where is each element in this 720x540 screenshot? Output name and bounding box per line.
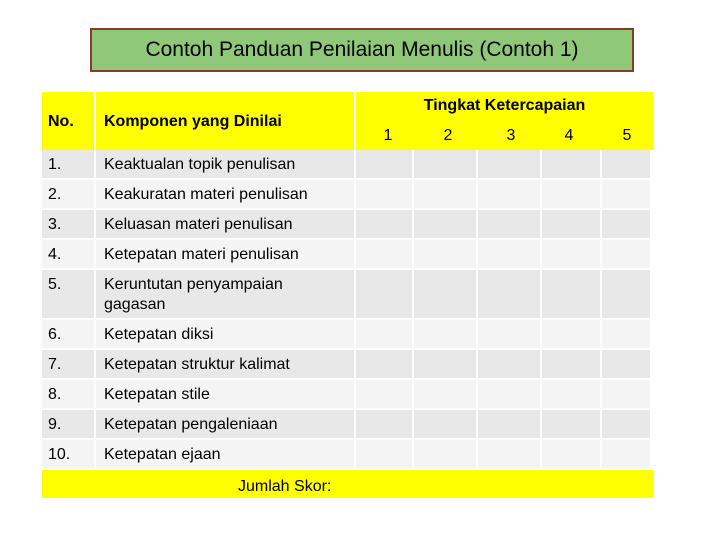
score-cell <box>602 380 650 408</box>
score-cell <box>602 150 650 178</box>
score-cell <box>478 150 540 178</box>
score-cell <box>414 320 476 348</box>
page-title: Contoh Panduan Penilaian Menulis (Contoh 1) <box>90 28 634 72</box>
score-cell <box>356 270 412 318</box>
row-no: 8. <box>48 386 62 403</box>
header-level-group: Tingkat Ketercapaian <box>423 97 586 114</box>
row-component: Ketepatan stile <box>104 386 210 403</box>
score-cell <box>602 240 650 268</box>
score-cell <box>602 350 650 378</box>
score-cell <box>542 320 600 348</box>
row-component: Ketepatan struktur kalimat <box>104 356 290 373</box>
header-no: No. <box>48 113 74 130</box>
row-component: Ketepatan pengaleniaan <box>104 416 278 433</box>
score-cell <box>478 210 540 238</box>
score-cell <box>542 380 600 408</box>
score-cell <box>414 270 476 318</box>
score-cell <box>356 440 412 468</box>
header-level-1: 1 <box>383 127 393 144</box>
score-cell <box>356 240 412 268</box>
row-no: 6. <box>48 326 62 343</box>
row-component: Keaktualan topik penulisan <box>104 156 296 173</box>
score-cell <box>356 210 412 238</box>
score-cell <box>414 150 476 178</box>
score-cell <box>478 320 540 348</box>
row-component: Ketepatan materi penulisan <box>104 246 299 263</box>
score-cell <box>542 440 600 468</box>
score-cell <box>478 410 540 438</box>
score-cell <box>542 350 600 378</box>
total-label: Jumlah Skor: <box>238 478 332 495</box>
header-component: Komponen yang Dinilai <box>104 113 282 130</box>
row-component: Ketepatan ejaan <box>104 446 221 463</box>
score-cell <box>356 180 412 208</box>
score-cell <box>414 240 476 268</box>
score-cell <box>356 150 412 178</box>
score-cell <box>478 380 540 408</box>
total-row-cell <box>42 470 653 498</box>
score-cell <box>602 440 650 468</box>
score-cell <box>542 270 600 318</box>
row-no: 2. <box>48 186 62 203</box>
score-cell <box>478 350 540 378</box>
score-cell <box>478 270 540 318</box>
row-no: 3. <box>48 216 62 233</box>
score-cell <box>356 380 412 408</box>
score-cell <box>542 210 600 238</box>
score-cell <box>478 240 540 268</box>
score-cell <box>542 240 600 268</box>
score-cell <box>414 210 476 238</box>
score-cell <box>414 440 476 468</box>
score-cell <box>478 440 540 468</box>
row-no: 9. <box>48 416 62 433</box>
row-component: Keluasan materi penulisan <box>104 216 293 233</box>
score-cell <box>602 270 650 318</box>
row-no: 7. <box>48 356 62 373</box>
score-cell <box>602 410 650 438</box>
score-cell <box>414 350 476 378</box>
row-no: 10. <box>48 446 71 463</box>
score-cell <box>602 210 650 238</box>
score-cell <box>356 320 412 348</box>
score-cell <box>602 180 650 208</box>
score-cell <box>542 150 600 178</box>
score-cell <box>414 410 476 438</box>
header-level-3: 3 <box>506 127 516 144</box>
row-component: Keruntutan penyampaian gagasan <box>104 276 283 313</box>
row-no: 5. <box>48 276 62 293</box>
score-cell <box>478 180 540 208</box>
score-cell <box>356 410 412 438</box>
score-cell <box>414 180 476 208</box>
header-level-2: 2 <box>443 127 453 144</box>
score-cell <box>414 380 476 408</box>
score-cell <box>542 180 600 208</box>
row-no: 1. <box>48 156 62 173</box>
score-cell <box>356 350 412 378</box>
score-cell <box>542 410 600 438</box>
score-cell <box>602 320 650 348</box>
row-component: Ketepatan diksi <box>104 326 214 343</box>
header-level-4: 4 <box>564 127 574 144</box>
row-no: 4. <box>48 246 62 263</box>
row-component: Keakuratan materi penulisan <box>104 186 308 203</box>
header-level-5: 5 <box>622 127 632 144</box>
